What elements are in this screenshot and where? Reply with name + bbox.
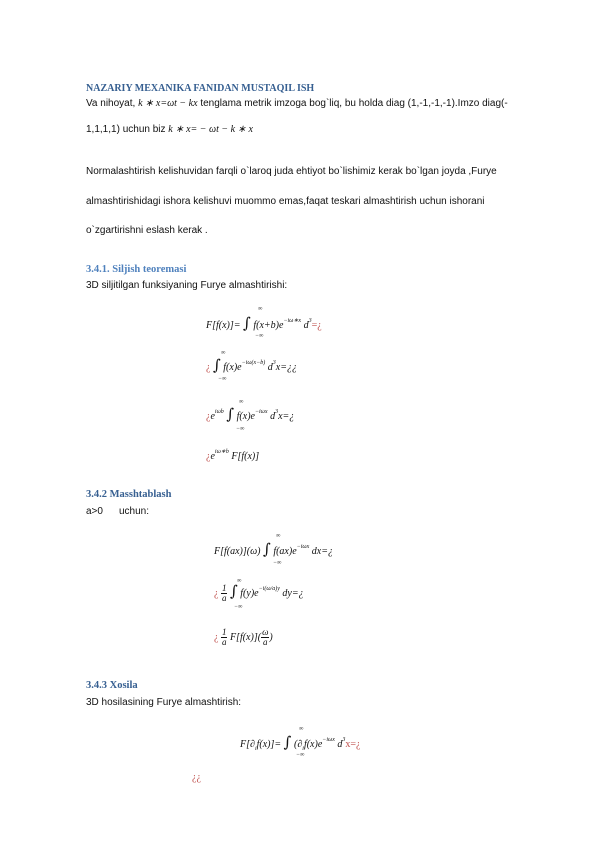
fraction-numerator: 1 — [221, 627, 227, 637]
eq-differential: d — [267, 362, 273, 373]
fraction-numerator: 1 — [221, 583, 227, 594]
integral-sign: ∫ — [226, 405, 235, 423]
eq-prefix-e: e — [210, 411, 215, 422]
integral-upper-limit: ∞ — [239, 399, 244, 405]
eq-integrand-rest: f(x)e — [303, 739, 323, 750]
equation-scale-2 — [214, 582, 304, 603]
integral-upper-limit: ∞ — [237, 578, 242, 584]
integral-sign: ∫ — [263, 540, 271, 558]
eq-diff-exponent: 3 — [272, 360, 276, 366]
eq-prefix-e: e — [210, 451, 215, 462]
eq-lhs: F[f(ax)](ω) — [214, 546, 261, 557]
eq-integrand: f(x)e — [236, 411, 255, 422]
section-2-intro — [86, 506, 149, 517]
p1-text: Va nihoyat, — [86, 98, 139, 109]
integral-sign: ∫ — [243, 314, 251, 332]
section-heading-scaling: 3.4.2 Masshtablash — [86, 489, 172, 500]
section-1-intro: 3D siljitilgan funksiyaning Furye almashtirishi: — [86, 280, 288, 291]
p1-l2-text: 1,1,1,1) uchun biz — [86, 124, 169, 135]
fraction-denominator: a — [262, 637, 268, 647]
paragraph-2-line-3: o`zgartirishni eslash kerak . — [86, 225, 208, 236]
integral-lower-limit: −∞ — [218, 376, 227, 382]
integral-lower-limit: −∞ — [273, 560, 282, 566]
eq-end: x=¿ — [278, 411, 295, 422]
eq-result: F[f(x)] — [231, 451, 260, 462]
equation-shift-3 — [206, 405, 294, 423]
eq-diff-exponent: 3 — [275, 409, 279, 415]
paragraph-1-line-2 — [86, 124, 253, 135]
eq-integrand: (∂ — [293, 739, 303, 750]
eq-result: F[f(x)]( — [229, 631, 262, 643]
equation-shift-1 — [206, 314, 322, 332]
integral-sign: ∫ — [212, 356, 221, 374]
eq-end: x=¿¿ — [275, 362, 297, 373]
eq-artifact: ¿ — [214, 588, 219, 599]
eq-end: x=¿ — [345, 739, 361, 750]
integral-sign: ∫ — [283, 733, 292, 751]
eq-lhs: F[f(x)]= — [206, 320, 241, 331]
eq-close-paren: ) — [269, 631, 273, 643]
trailing-artifact-text: ¿¿ — [192, 772, 201, 783]
integral-sign: ∫ — [229, 582, 238, 600]
eq-lhs-rest: f(x)]= — [256, 739, 282, 750]
integral-lower-limit: −∞ — [255, 333, 264, 339]
eq-exponent: −iωx — [254, 409, 268, 415]
fraction-denominator: a — [221, 637, 227, 647]
eq-integrand: f(y)e — [240, 588, 259, 599]
eq-end: =¿ — [311, 320, 322, 331]
eq-artifact: ¿ — [214, 631, 219, 643]
equation-scale-3 — [214, 628, 273, 647]
equation-scale-1 — [214, 540, 333, 558]
fraction-numerator: ω — [262, 627, 269, 637]
integral-upper-limit: ∞ — [299, 726, 304, 732]
eq-end: dy=¿ — [282, 588, 304, 599]
eq-exponent: iω∗b — [214, 449, 229, 455]
eq-exponent: −iωx — [322, 737, 335, 743]
integral-upper-limit: ∞ — [276, 533, 281, 539]
paragraph-2-line-1: Normalashtirish kelishuvidan farqli o`laroq juda ehtiyot bo`lishimiz kerak bo`lgan joyda ,Furye — [86, 166, 497, 177]
eq-exponent: −iω∗x — [283, 318, 302, 324]
equation-derivative-1 — [240, 733, 360, 752]
section-heading-derivative: 3.4.3 Xosila — [86, 680, 138, 691]
eq-exponent: −i(ω/a)y — [258, 586, 280, 592]
integral-lower-limit: −∞ — [296, 752, 305, 758]
p1-text-post: tenglama metrik imzoga bog`liq, bu holda diag (1,-1,-1,-1).Imzo diag(- — [197, 98, 508, 109]
integral-lower-limit: −∞ — [234, 604, 243, 610]
integral-upper-limit: ∞ — [258, 306, 263, 312]
condition-text: uchun: — [118, 506, 149, 517]
p1-l2-inline-math: k ∗ x= − ωt − k ∗ x — [168, 124, 253, 135]
equation-shift-4 — [206, 448, 259, 462]
section-3-intro: 3D hosilasining Furye almashtirish: — [86, 697, 242, 708]
fraction — [221, 584, 228, 603]
eq-diff-exponent: 3 — [308, 318, 312, 324]
eq-diff-exponent: 3 — [342, 737, 346, 743]
integral-lower-limit: −∞ — [236, 426, 245, 432]
eq-exponent: −iωx — [296, 544, 310, 550]
fraction — [221, 628, 228, 647]
eq-differential: d — [270, 411, 276, 422]
eq-integrand: f(x+b)e — [253, 320, 284, 331]
eq-end: dx=¿ — [311, 546, 333, 557]
condition-a: a>0 — [86, 506, 103, 517]
equation-shift-2 — [206, 356, 297, 374]
eq-prefix-exponent: iωb — [214, 409, 224, 415]
trailing-artifact — [192, 772, 201, 783]
paragraph-2-line-2: almashtirishidagi ishora kelishuvi muommo emas,faqat teskari almashtirish uchun ishorani — [86, 196, 485, 207]
eq-integrand: f(ax)e — [273, 546, 297, 557]
fraction-denominator: a — [221, 593, 227, 604]
eq-differential: d — [303, 320, 309, 331]
eq-artifact: ¿ — [206, 451, 211, 462]
integral-upper-limit: ∞ — [221, 350, 226, 356]
eq-differential: d — [337, 739, 343, 750]
eq-exponent: −iω(x−b) — [241, 360, 266, 366]
eq-integrand: f(x)e — [223, 362, 242, 373]
eq-lhs: F[∂ — [240, 739, 255, 750]
paragraph-1-line-1 — [86, 98, 508, 109]
eq-artifact: ¿ — [206, 411, 211, 422]
eq-integrand-subscript: i — [302, 746, 304, 752]
section-heading-shift-theorem: 3.4.1. Siljish teoremasi — [86, 264, 187, 275]
document-title: NAZARIY MEXANIKA FANIDAN MUSTAQIL ISH — [86, 83, 315, 94]
eq-subscript: i — [254, 746, 257, 752]
p1-inline-math: k ∗ x=ωt − kx — [138, 98, 198, 109]
eq-artifact: ¿ — [206, 362, 211, 373]
